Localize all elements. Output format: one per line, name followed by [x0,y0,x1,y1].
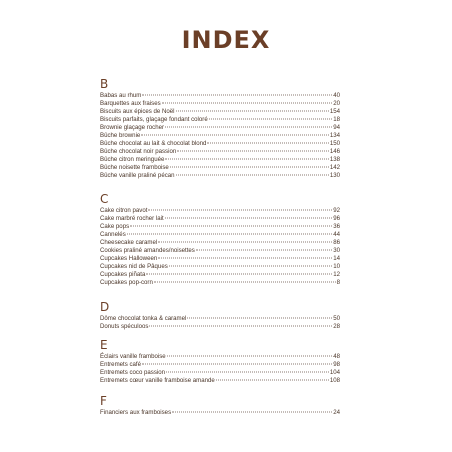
entry-title: Éclairs vanille framboise [100,353,166,360]
entry-title: Bûche brownie [100,132,141,140]
entry-page-number: 24 [333,409,340,416]
dot-leader [154,282,336,283]
entry-page-number: 28 [333,323,340,331]
entry-page-number: 20 [333,100,340,108]
dot-leader [166,372,329,373]
entry-title: Bûche citron meringuée [100,156,165,164]
entry-page-number: 10 [333,263,340,271]
entry-page-number: 94 [333,124,340,132]
entry-title: Cookies praliné amandes/noisettes [100,247,195,255]
section-e [100,338,340,385]
entry-title: Entremets coco passion [100,369,166,377]
index-entry [100,255,340,263]
dot-leader [130,226,332,227]
index-entry [100,231,340,239]
dot-leader [176,111,329,112]
index-entry [100,369,340,377]
index-entry [100,108,340,116]
entry-page-number: 12 [333,271,340,279]
dot-leader [158,242,332,243]
entry-page-number: 96 [333,215,340,223]
section-d [100,300,340,331]
section-letter: E [100,338,108,352]
entry-page-number: 154 [329,108,340,116]
entry-page-number: 48 [333,353,340,360]
dot-leader [172,412,332,413]
entry-list [100,92,340,181]
index-entry [100,164,340,172]
dot-leader [141,135,329,136]
index-entry [100,148,340,156]
entry-page-number: 142 [329,164,340,172]
section-letter: D [100,300,110,314]
entry-title: Bûche chocolat noir passion [100,148,177,156]
index-entry [100,279,340,287]
entry-page-number: 50 [333,315,340,322]
entry-page-number: 138 [329,156,340,164]
dot-leader [187,318,332,319]
index-entry [100,239,340,247]
entry-title: Bûche chocolat au lait & chocolat blond [100,140,207,148]
entry-page-number: 130 [329,172,340,180]
dot-leader [196,250,332,251]
index-entry [100,156,340,164]
dot-leader [170,167,329,168]
entry-title: Dôme chocolat tonka & caramel [100,315,187,322]
index-entry [100,92,340,100]
index-entry [100,323,340,331]
entry-title: Cupcakes Halloween [100,255,158,263]
entry-title: Entremets café [100,361,141,369]
entry-title: Brownie glaçage rocher [100,124,165,132]
section-letter: B [100,77,109,91]
dot-leader [142,364,332,365]
index-entry [100,124,340,132]
index-entry [100,353,340,361]
entry-title: Barquettes aux fraises [100,100,161,108]
section-f [100,394,340,417]
section-letter: F [100,394,107,408]
dot-leader [165,127,332,128]
entry-list [100,207,340,287]
dot-leader [165,218,333,219]
entry-title: Cupcakes pop-corn [100,279,153,287]
entry-title: Financiers aux framboises [100,409,172,416]
entry-page-number: 40 [333,92,340,99]
page-title: INDEX [181,26,271,54]
entry-title: Entremets cœur vanille framboise amande [100,377,215,385]
dot-leader [146,274,332,275]
entry-page-number: 86 [333,239,340,247]
index-entry [100,172,340,180]
index-entry [100,215,340,223]
entry-title: Biscuits aux épices de Noël [100,108,175,116]
dot-leader [167,356,333,357]
dot-leader [142,95,332,96]
dot-leader [148,210,332,211]
entry-page-number: 44 [333,231,340,239]
entry-page-number: 18 [333,116,340,124]
entry-list [100,315,340,331]
entry-title: Bûche vanille praliné pécan [100,172,175,180]
section-b [100,77,340,181]
dot-leader [127,234,332,235]
index-entry [100,409,340,417]
index-entry [100,377,340,385]
dot-leader [149,326,332,327]
index-entry [100,223,340,231]
entry-page-number: 30 [333,247,340,255]
entry-page-number: 92 [333,207,340,214]
index-entry [100,132,340,140]
entry-page-number: 104 [329,369,340,377]
dot-leader [158,258,332,259]
entry-title: Cupcakes nid de Pâques [100,263,168,271]
dot-leader [207,143,328,144]
entry-title: Cake marbré rocher lait [100,215,164,223]
entry-title: Cupcakes piñata [100,271,146,279]
index-entry [100,140,340,148]
dot-leader [209,119,333,120]
index-entry [100,116,340,124]
dot-leader [162,103,333,104]
entry-list [100,353,340,385]
dot-leader [169,266,332,267]
entry-title: Cannelés [100,231,126,239]
index-entry [100,207,340,215]
entry-page-number: 108 [329,377,340,385]
entry-page-number: 98 [333,361,340,369]
index-entry [100,263,340,271]
entry-title: Cake pops [100,223,130,231]
index-entry [100,271,340,279]
dot-leader [177,151,329,152]
entry-page-number: 146 [329,148,340,156]
entry-page-number: 36 [333,223,340,231]
index-entry [100,247,340,255]
entry-title: Cheesecake caramel [100,239,158,247]
section-letter: C [100,192,109,206]
entry-title: Cake citron pavot [100,207,148,214]
entry-title: Babas au rhum [100,92,142,99]
index-entry [100,361,340,369]
entry-page-number: 134 [329,132,340,140]
dot-leader [165,159,328,160]
entry-page-number: 8 [336,279,340,287]
index-entry [100,100,340,108]
dot-leader [216,380,329,381]
entry-list [100,409,340,417]
dot-leader [176,175,329,176]
index-entry [100,315,340,323]
section-c [100,192,340,287]
entry-title: Bûche noisette framboise [100,164,169,172]
entry-page-number: 150 [329,140,340,148]
entry-page-number: 14 [333,255,340,263]
entry-title: Biscuits parfaits, glaçage fondant coloré [100,116,208,124]
entry-title: Donuts spéculoos [100,323,149,331]
